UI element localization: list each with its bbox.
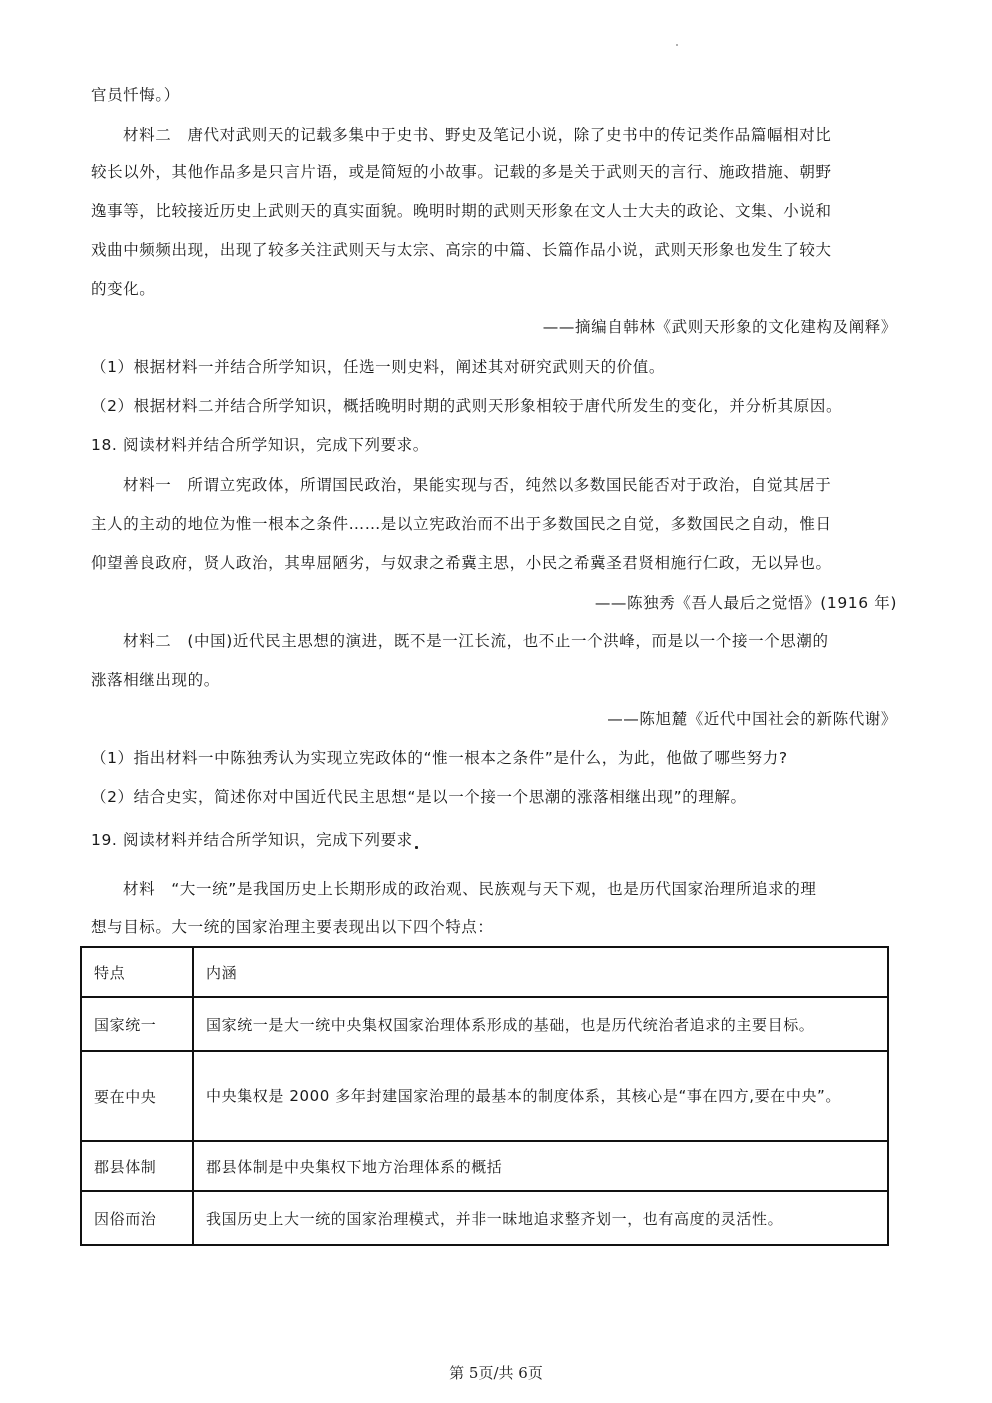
citation: ——陈独秀《吾人最后之觉悟》(1916 年) <box>594 594 897 612</box>
feature-cell: 因俗而治 <box>81 1191 193 1245</box>
period-mark <box>415 846 418 849</box>
table-row <box>81 1051 888 1141</box>
table-row <box>81 1191 888 1245</box>
features-table <box>80 946 889 1246</box>
text-line: 材料二 唐代对武则天的记载多集中于史书、野史及笔记小说，除了史书中的传记类作品篇幅相对比 <box>123 126 832 144</box>
meaning-cell: 中央集权是 2000 多年封建国家治理的最基本的制度体系，其核心是“事在四方,要在中央”。 <box>193 1051 888 1141</box>
meaning-cell: 郡县体制是中央集权下地方治理体系的概括 <box>193 1141 888 1191</box>
meaning-cell: 国家统一是大一统中央集权国家治理体系形成的基础，也是历代统治者追求的主要目标。 <box>193 997 888 1051</box>
text-line: 材料 “大一统”是我国历史上长期形成的政治观、民族观与天下观，也是历代国家治理所追求的理 <box>123 880 817 898</box>
question-line: （2）结合史实，简述你对中国近代民主思想“是以一个接一个思潮的涨落相继出现”的理解。 <box>91 788 747 806</box>
citation: ——摘编自韩林《武则天形象的文化建构及阐释》 <box>542 318 897 336</box>
meaning-cell: 我国历史上大一统的国家治理模式，并非一昧地追求整齐划一，也有高度的灵活性。 <box>193 1191 888 1245</box>
text-line: 想与目标。大一统的国家治理主要表现出以下四个特点： <box>91 918 494 936</box>
question-line: （1）根据材料一并结合所学知识，任选一则史料，阐述其对研究武则天的价值。 <box>91 358 665 376</box>
text-line: 材料一 所谓立宪政体，所谓国民政治，果能实现与否，纯然以多数国民能否对于政治，自觉其居于 <box>123 476 832 494</box>
citation: ——陈旭麓《近代中国社会的新陈代谢》 <box>607 710 897 728</box>
feature-cell: 国家统一 <box>81 997 193 1051</box>
scan-speck <box>676 44 678 46</box>
text-line: 较长以外，其他作品多是只言片语，或是简短的小故事。记载的多是关于武则天的言行、施政措施、朝野 <box>91 163 832 181</box>
question-heading-text: 19. 阅读材料并结合所学知识，完成下列要求 <box>91 831 413 849</box>
table-header-row <box>81 947 888 997</box>
question-heading: 18. 阅读材料并结合所学知识，完成下列要求。 <box>91 436 429 454</box>
text-line: 戏曲中频频出现，出现了较多关注武则天与太宗、高宗的中篇、长篇作品小说，武则天形象也发生了较大 <box>91 241 832 259</box>
text-line: 仰望善良政府，贤人政治，其卑屈陋劣，与奴隶之希冀主思，小民之希冀圣君贤相施行仁政，无以异也。 <box>91 554 832 572</box>
feature-cell: 郡县体制 <box>81 1141 193 1191</box>
text-line: 涨落相继出现的。 <box>91 671 220 689</box>
text-line: 主人的主动的地位为惟一根本之条件……是以立宪政治而不出于多数国民之自觉，多数国民之自动，惟日 <box>91 515 832 533</box>
feature-cell: 要在中央 <box>81 1051 193 1141</box>
question-heading <box>91 829 897 851</box>
text-line: 官员忏悔。） <box>91 86 180 104</box>
table-row <box>81 1141 888 1191</box>
text-line: 逸事等，比较接近历史上武则天的真实面貌。晚明时期的武则天形象在文人士大夫的政论、文集、小说和 <box>91 202 832 220</box>
text-line: 的变化。 <box>91 280 156 298</box>
question-line: （2）根据材料二并结合所学知识，概括晚明时期的武则天形象相较于唐代所发生的变化，并分析其原因。 <box>91 397 843 415</box>
page-number: 第 5页/共 6页 <box>449 1364 543 1382</box>
text-line: 材料二 (中国)近代民主思想的演进，既不是一江长流，也不止一个洪峰，而是以一个接一个思潮的 <box>123 632 829 650</box>
header-cell-feature: 特点 <box>81 947 193 997</box>
header-cell-meaning: 内涵 <box>193 947 888 997</box>
table-row <box>81 997 888 1051</box>
question-line: （1）指出材料一中陈独秀认为实现立宪政体的“惟一根本之条件”是什么，为此，他做了哪些努力? <box>91 749 788 767</box>
